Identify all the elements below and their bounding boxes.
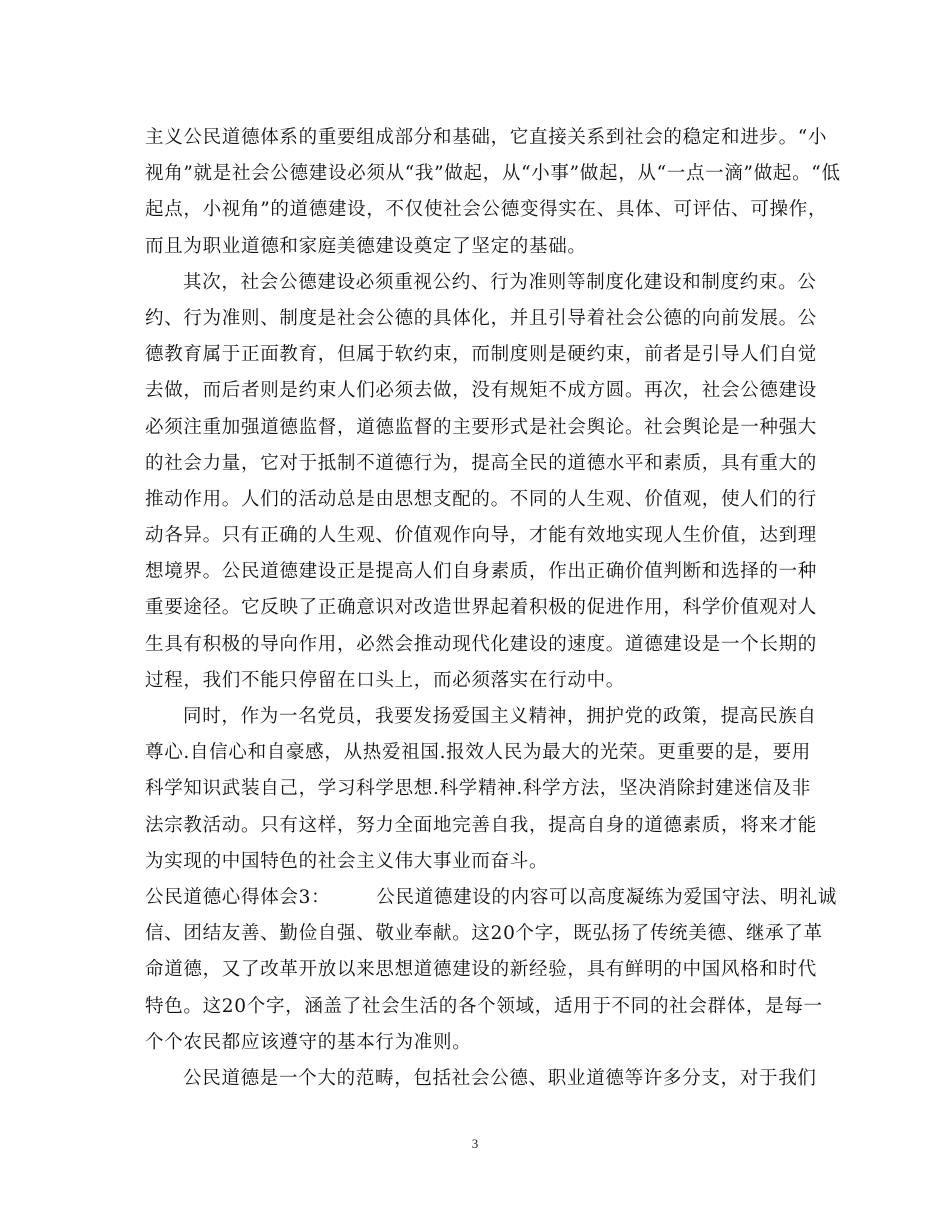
text-line: 去做，而后者则是约束人们必须去做，没有规矩不成方圆。再次，社会公德建设 [145,380,818,402]
text-line: 推动作用。人们的活动总是由思想支配的。不同的人生观、价值观，使人们的行 [145,488,818,510]
text-line: 而且为职业道德和家庭美德建设奠定了坚定的基础。 [145,235,587,257]
text-line: 视角”就是社会公德建设必须从“我”做起，从“小事”做起，从“一点一滴”做起。“低 [145,163,841,185]
text-line: 公民道德建设的内容可以高度凝练为爱国守法、明礼诚 [376,886,838,908]
text-line: 科学知识武装自己，学习科学思想.科学精神.科学方法，坚决消除封建迷信及非 [145,778,811,800]
text-line: 个个农民都应该遵守的基本行为准则。 [145,1031,472,1053]
document-body [145,120,841,1097]
paragraph-start-line: 其次，社会公德建设必须重视公约、行为准则等制度化建设和制度约束。公 [183,271,817,293]
text-line: 约、行为准则、制度是社会公德的具体化，并且引导着社会公德的向前发展。公 [145,307,818,329]
text-line: 生具有积极的导向作用，必然会推动现代化建设的速度。道德建设是一个长期的 [145,633,818,655]
text-line: 想境界。公民道德建设正是提高人们自身素质，作出正确价值判断和选择的一种 [145,561,818,583]
text-line: 必须注重加强道德监督，道德监督的主要形式是社会舆论。社会舆论是一种强大 [145,416,818,438]
text-line: 为实现的中国特色的社会主义伟大事业而奋斗。 [145,850,549,872]
paragraph-start-line: 公民道德是一个大的范畴，包括社会公德、职业道德等许多分支，对于我们 [183,1067,817,1089]
text-line: 过程，我们不能只停留在口头上，而必须落实在行动中。 [145,669,626,691]
text-line: 动各异。只有正确的人生观、价值观作向导，才能有效地实现人生价值，达到理 [145,525,818,547]
text-line: 起点，小视角”的道德建设，不仅使社会公德变得实在、具体、可评估、可操作， [145,199,828,221]
section-heading-line [145,880,838,916]
text-line: 命道德，又了改革开放以来思想道德建设的新经验，具有鲜明的中国风格和时代 [145,959,818,981]
text-line: 德教育属于正面教育，但属于软约束，而制度则是硬约束，前者是引导人们自觉 [145,344,818,366]
text-line: 主义公民道德体系的重要组成部分和基础，它直接关系到社会的稳定和进步。“小 [145,127,828,148]
text-line: 信、团结友善、勤俭自强、敬业奉献。这20个字，既弘扬了传统美德、继承了革 [145,923,823,945]
section-heading: 公民道德心得体会3： [145,886,331,908]
text-line: 的社会力量，它对于抵制不道德行为，提高全民的道德水平和素质，具有重大的 [145,452,818,474]
text-line: 重要途径。它反映了正确意识对改造世界起着积极的促进作用，科学价值观对人 [145,597,818,619]
text-line: 特色。这20个字，涵盖了社会生活的各个领域，适用于不同的社会群体，是每一 [145,995,823,1017]
text-line: 法宗教活动。只有这样，努力全面地完善自我，提高自身的道德素质，将来才能 [145,814,818,836]
page-number: 3 [471,1136,479,1151]
text-line: 尊心.自信心和自豪感，从热爱祖国.报效人民为最大的光荣。更重要的是，要用 [145,742,811,764]
paragraph-start-line: 同时，作为一名党员，我要发扬爱国主义精神，拥护党的政策，提高民族自 [183,706,817,727]
